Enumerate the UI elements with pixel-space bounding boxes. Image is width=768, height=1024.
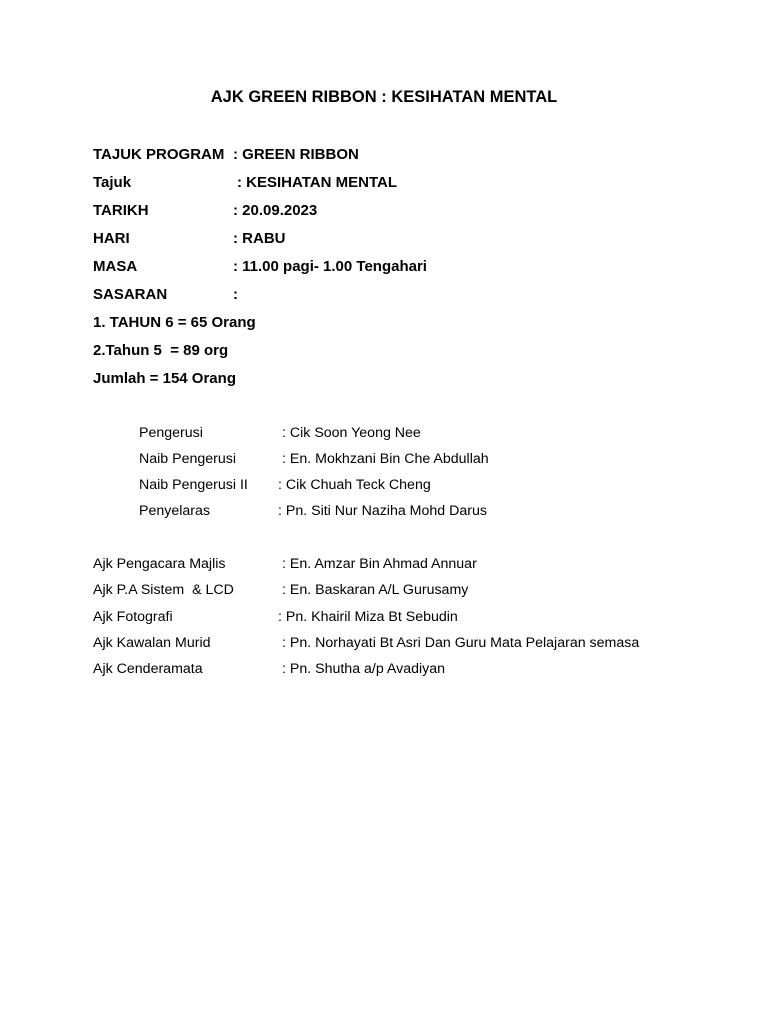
target-total: Jumlah = 154 Orang	[93, 370, 236, 387]
masa-label: MASA	[93, 258, 138, 275]
officer-name: : En. Mokhzani Bin Che Abdullah	[282, 451, 489, 467]
committee-name: : En. Amzar Bin Ahmad Annuar	[282, 556, 477, 572]
masa-value: : 11.00 pagi- 1.00 Tengahari	[233, 258, 427, 275]
tajuk-program-label: TAJUK PROGRAM	[93, 146, 225, 163]
committee-role: Ajk Cenderamata	[93, 661, 203, 677]
committee-role: Ajk Kawalan Murid	[93, 635, 211, 651]
target-line: 2.Tahun 5 = 89 org	[93, 342, 229, 359]
tajuk-label: Tajuk	[93, 174, 132, 191]
officer-role: Naib Pengerusi II	[139, 477, 248, 493]
committee-role: Ajk Pengacara Majlis	[93, 556, 226, 572]
officer-name: : Cik Chuah Teck Cheng	[278, 477, 431, 493]
committee-name: : Pn. Shutha a/p Avadiyan	[282, 661, 446, 677]
sasaran-value: :	[233, 286, 238, 303]
tajuk-program-value: : GREEN RIBBON	[233, 146, 359, 163]
sasaran-label: SASARAN	[93, 286, 168, 303]
document-title: AJK GREEN RIBBON : KESIHATAN MENTAL	[210, 88, 558, 106]
officer-role: Penyelaras	[139, 503, 210, 519]
committee-role: Ajk P.A Sistem & LCD	[93, 582, 234, 598]
officer-role: Naib Pengerusi	[139, 451, 237, 467]
hari-label: HARI	[93, 230, 130, 247]
officer-name: : Cik Soon Yeong Nee	[282, 425, 421, 441]
committee-role: Ajk Fotografi	[93, 609, 173, 625]
hari-value: : RABU	[233, 230, 286, 247]
tarikh-value: : 20.09.2023	[233, 202, 318, 219]
officer-name: : Pn. Siti Nur Naziha Mohd Darus	[278, 503, 487, 519]
committee-name: : Pn. Norhayati Bt Asri Dan Guru Mata Pelajaran semasa	[282, 635, 640, 651]
committee-name: : Pn. Khairil Miza Bt Sebudin	[278, 609, 458, 625]
officer-role: Pengerusi	[139, 425, 203, 441]
tarikh-label: TARIKH	[93, 202, 149, 219]
committee-name: : En. Baskaran A/L Gurusamy	[282, 582, 469, 598]
tajuk-value: : KESIHATAN MENTAL	[237, 174, 397, 191]
target-line: 1. TAHUN 6 = 65 Orang	[93, 314, 256, 331]
